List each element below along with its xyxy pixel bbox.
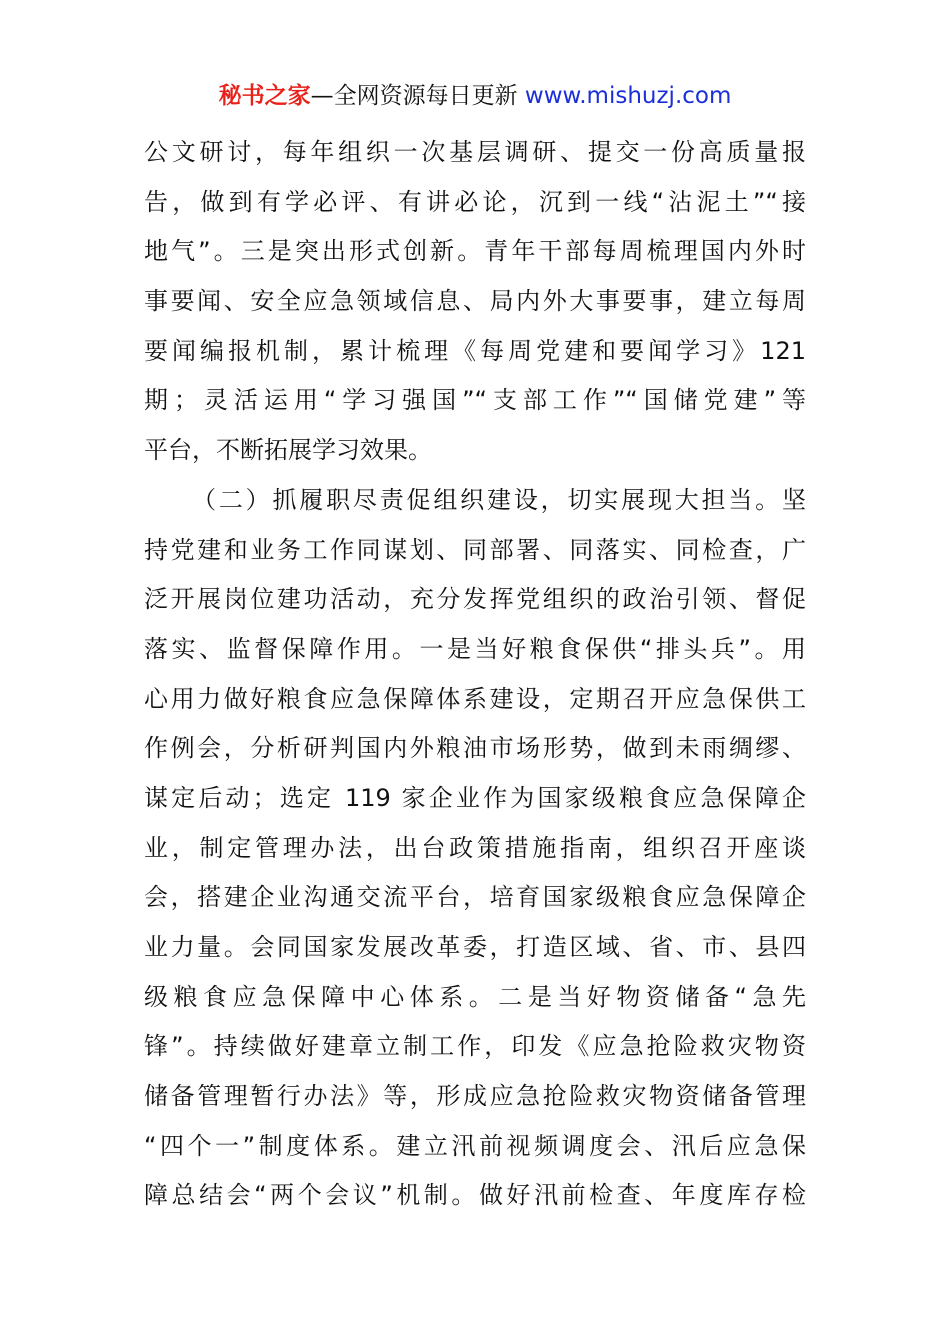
header-tagline: —全网资源每日更新 [310, 83, 525, 109]
text-line: 期；灵活运用“学习强国”“支部工作”“国储党建”等 [144, 386, 806, 415]
paragraph-end-line: 平台，不断拓展学习效果。 [144, 436, 432, 465]
site-header [0, 80, 950, 112]
text-line: 业力量。会同国家发展改革委，打造区域、省、市、县四 [144, 933, 806, 961]
text-line: 事要闻、安全应急领域信息、局内外大事要事，建立每周 [144, 287, 806, 316]
text-line: 地气”。三是突出形式创新。青年干部每周梳理国内外时 [144, 237, 806, 266]
text-line: 作例会，分析研判国内外粮油市场形势，做到未雨绸缪、 [144, 734, 806, 763]
document-body [144, 128, 806, 1221]
section-heading-line: （二）抓履职尽责促组织建设，切实展现大担当。坚 [192, 485, 806, 514]
brand-name: 秘书之家 [218, 83, 311, 109]
text-line: “四个一”制度体系。建立汛前视频调度会、汛后应急保 [144, 1131, 806, 1160]
text-line: 锋”。持续做好建章立制工作，印发《应急抢险救灾物资 [144, 1032, 806, 1061]
text-line: 落实、监督保障作用。一是当好粮食保供“排头兵”。用 [144, 634, 806, 663]
text-line: 谋定后动；选定 119 家企业作为国家级粮食应急保障企 [144, 783, 806, 812]
text-line: 心用力做好粮食应急保障体系建设，定期召开应急保供工 [144, 684, 806, 713]
text-line: 业，制定管理办法，出台政策措施指南，组织召开座谈 [144, 833, 806, 862]
text-line: 障总结会“两个会议”机制。做好汛前检查、年度库存检 [144, 1181, 806, 1210]
site-url-link[interactable]: www.mishuzj.com [524, 83, 732, 109]
text-line: 泛开展岗位建功活动，充分发挥党组织的政治引领、督促 [144, 585, 806, 614]
text-line: 公文研讨，每年组织一次基层调研、提交一份高质量报 [144, 138, 806, 166]
text-line: 会，搭建企业沟通交流平台，培育国家级粮食应急保障企 [144, 883, 806, 912]
text-line: 储备管理暂行办法》等，形成应急抢险救灾物资储备管理 [144, 1082, 806, 1111]
text-line: 告，做到有学必评、有讲必论，沉到一线“沾泥土”“接 [144, 187, 806, 216]
text-line: 持党建和业务工作同谋划、同部署、同落实、同检查，广 [144, 535, 806, 564]
text-line: 要闻编报机制，累计梳理《每周党建和要闻学习》121 [144, 336, 806, 365]
text-line: 级粮食应急保障中心体系。二是当好物资储备“急先 [144, 982, 806, 1011]
